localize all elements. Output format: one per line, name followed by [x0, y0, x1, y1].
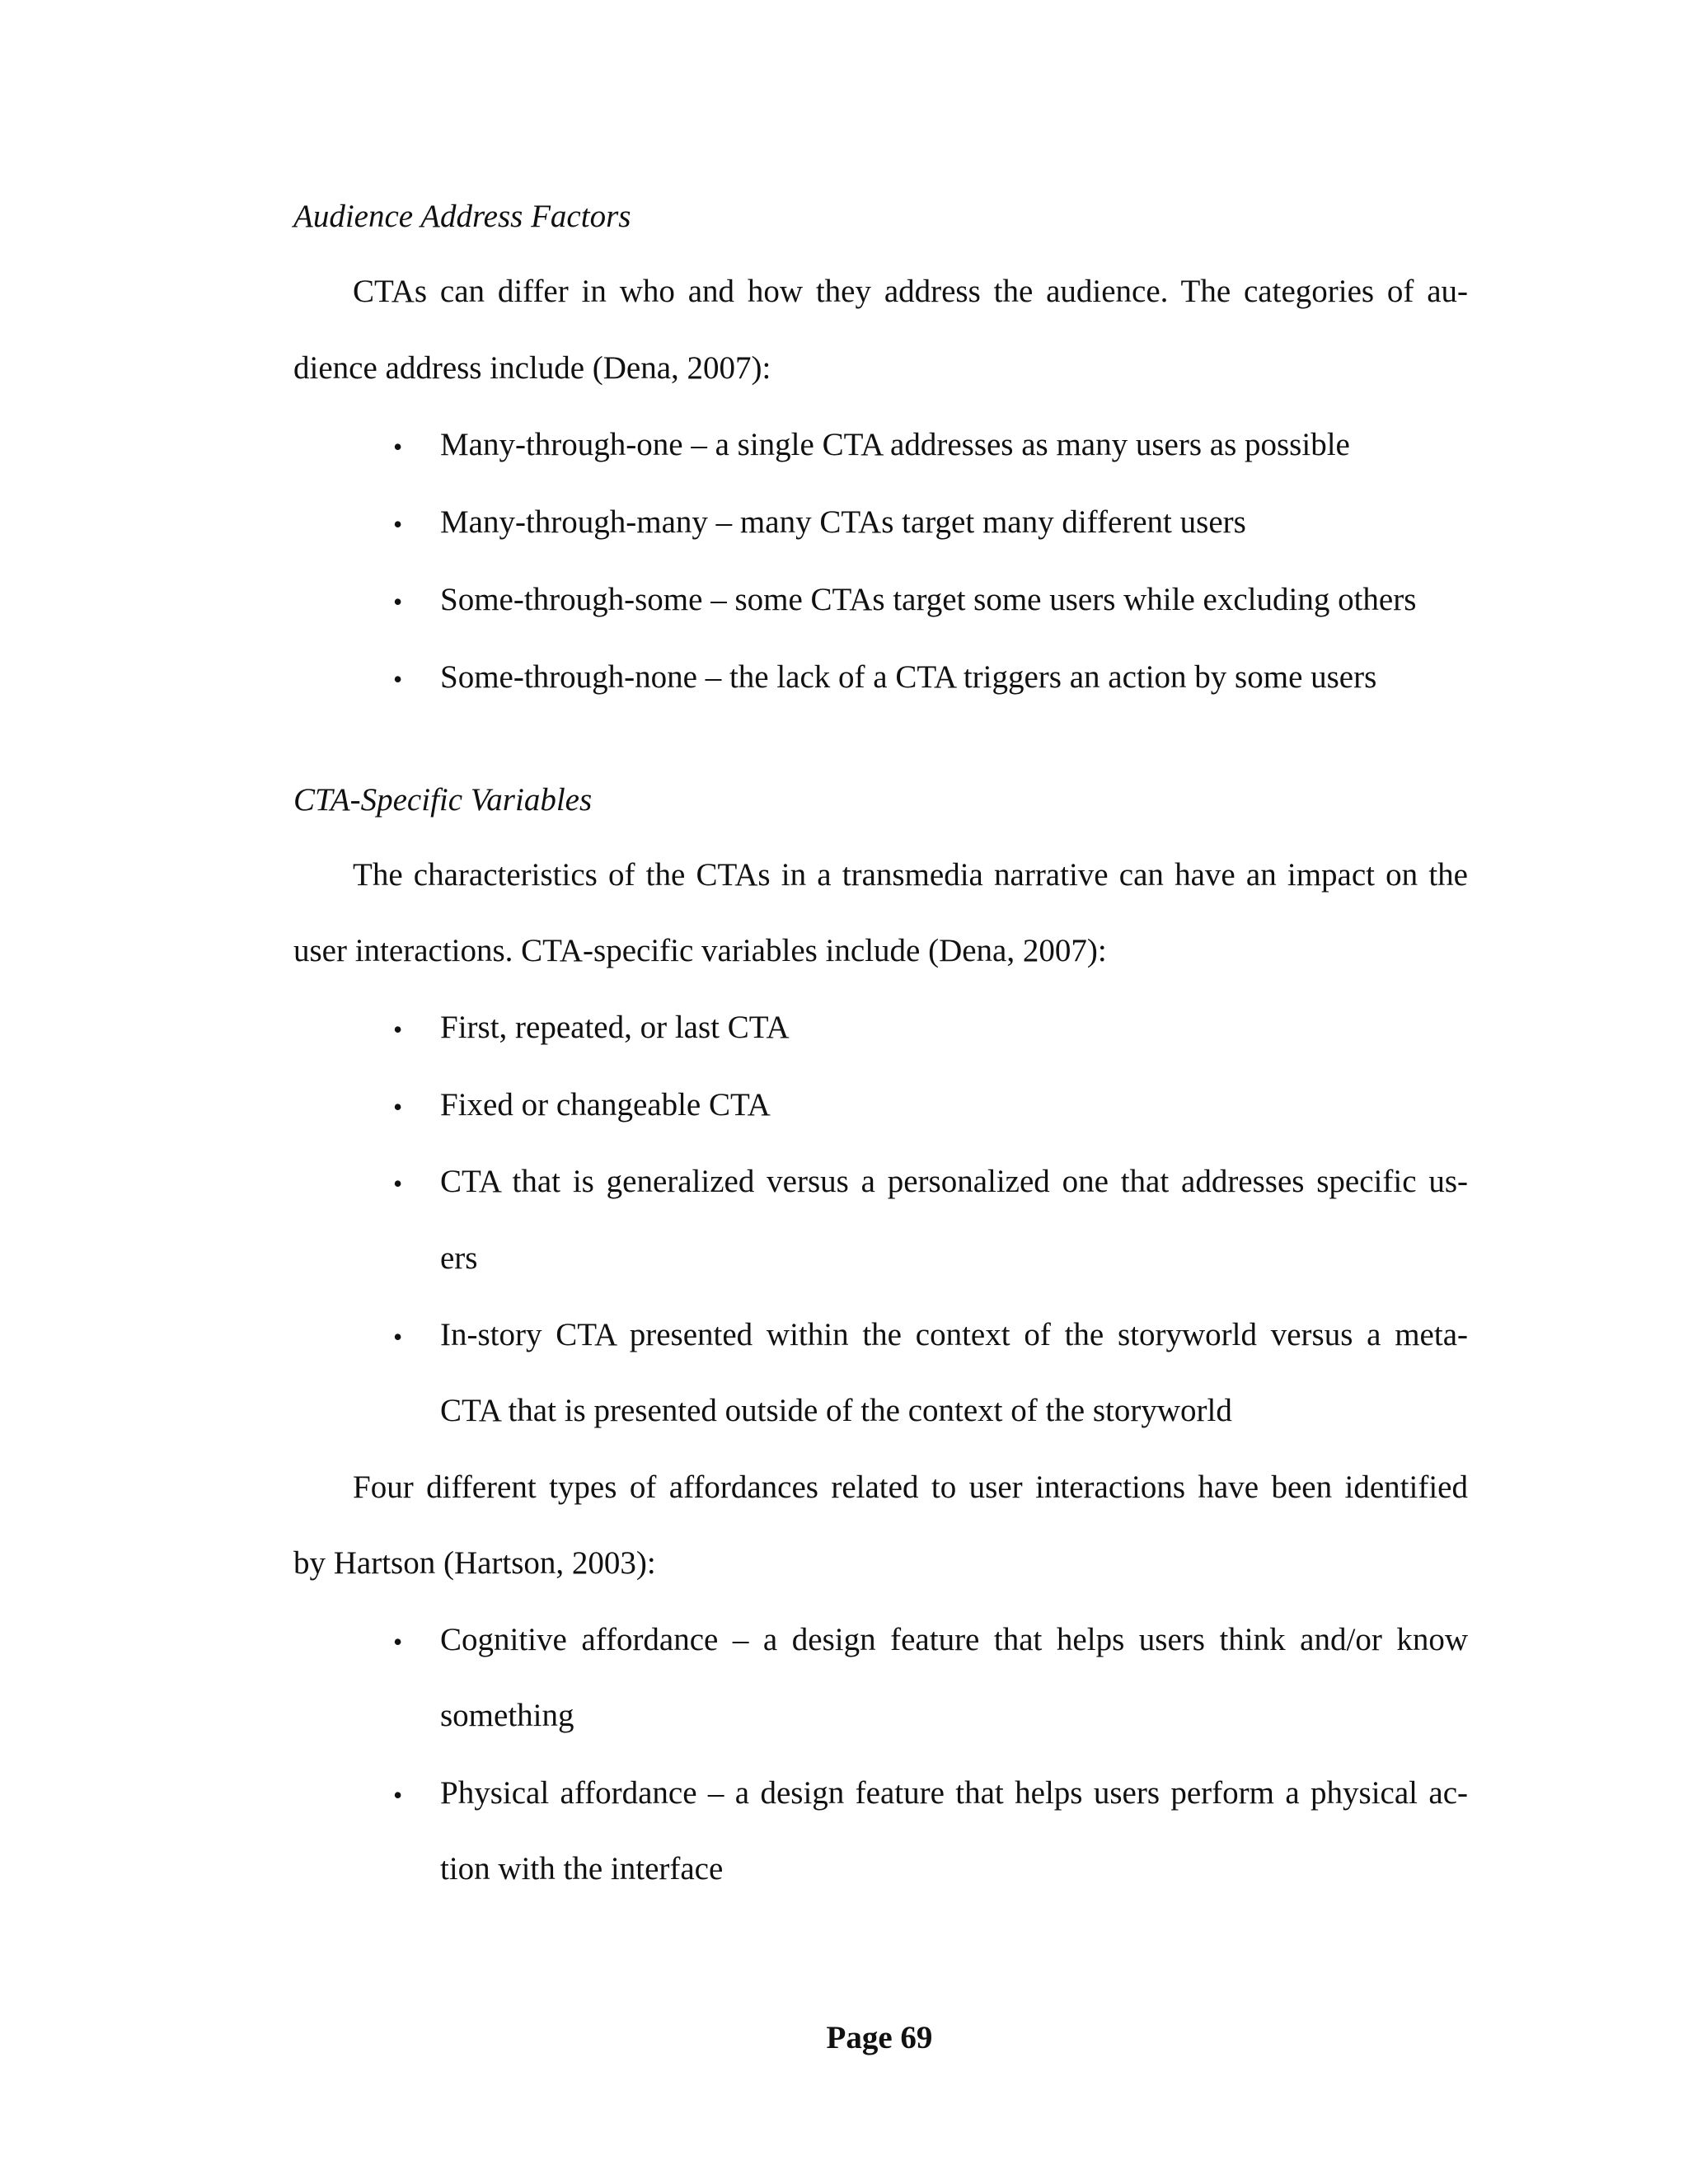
- list-item: In-story CTA presented within the context of the storyworld versus a meta-: [440, 1317, 1468, 1352]
- list-item: Fixed or changeable CTA: [440, 1087, 771, 1122]
- list-item: Cognitive affordance – a design feature that helps users think and/or know: [440, 1622, 1468, 1657]
- bullet-icon: •: [393, 1780, 403, 1810]
- list-item: First, repeated, or last CTA: [440, 1010, 790, 1045]
- list-item: Many-through-one – a single CTA addresses as many users as possible: [440, 427, 1350, 462]
- bullet-icon: •: [393, 432, 403, 462]
- bullet-icon: •: [393, 1015, 403, 1044]
- paragraph-line: by Hartson (Hartson, 2003):: [293, 1545, 656, 1581]
- list-item: CTA that is generalized versus a personalized one that addresses specific us-: [440, 1164, 1468, 1199]
- bullet-icon: •: [393, 1322, 403, 1352]
- list-item: Physical affordance – a design feature that helps users perform a physical ac-: [440, 1775, 1468, 1811]
- section-heading-cta-specific: CTA-Specific Variables: [293, 782, 593, 818]
- page-number: Page 69: [826, 2020, 933, 2055]
- list-item-continuation: something: [440, 1698, 574, 1733]
- bullet-icon: •: [393, 1627, 403, 1657]
- paragraph-line: Four different types of affordances related to user interactions have been identified: [353, 1469, 1468, 1505]
- list-item: Many-through-many – many CTAs target many different users: [440, 504, 1246, 540]
- bullet-icon: •: [393, 587, 403, 616]
- bullet-icon: •: [393, 1169, 403, 1198]
- bullet-icon: •: [393, 664, 403, 694]
- bullet-icon: •: [393, 509, 403, 539]
- list-item-continuation: CTA that is presented outside of the context of the storyworld: [440, 1393, 1232, 1428]
- list-item-continuation: tion with the interface: [440, 1851, 724, 1886]
- bullet-icon: •: [393, 1092, 403, 1122]
- list-item: Some-through-some – some CTAs target some users while excluding others: [440, 582, 1417, 617]
- list-item-continuation: ers: [440, 1240, 478, 1276]
- list-item: Some-through-none – the lack of a CTA triggers an action by some users: [440, 659, 1377, 695]
- paragraph-line: CTAs can differ in who and how they address the audience. The categories of au-: [353, 274, 1468, 309]
- section-heading-audience-address: Audience Address Factors: [293, 199, 631, 234]
- paragraph-line: user interactions. CTA-specific variables include (Dena, 2007):: [293, 933, 1107, 968]
- paragraph-line: The characteristics of the CTAs in a transmedia narrative can have an impact on the: [353, 857, 1468, 893]
- paragraph-line: dience address include (Dena, 2007):: [293, 350, 771, 386]
